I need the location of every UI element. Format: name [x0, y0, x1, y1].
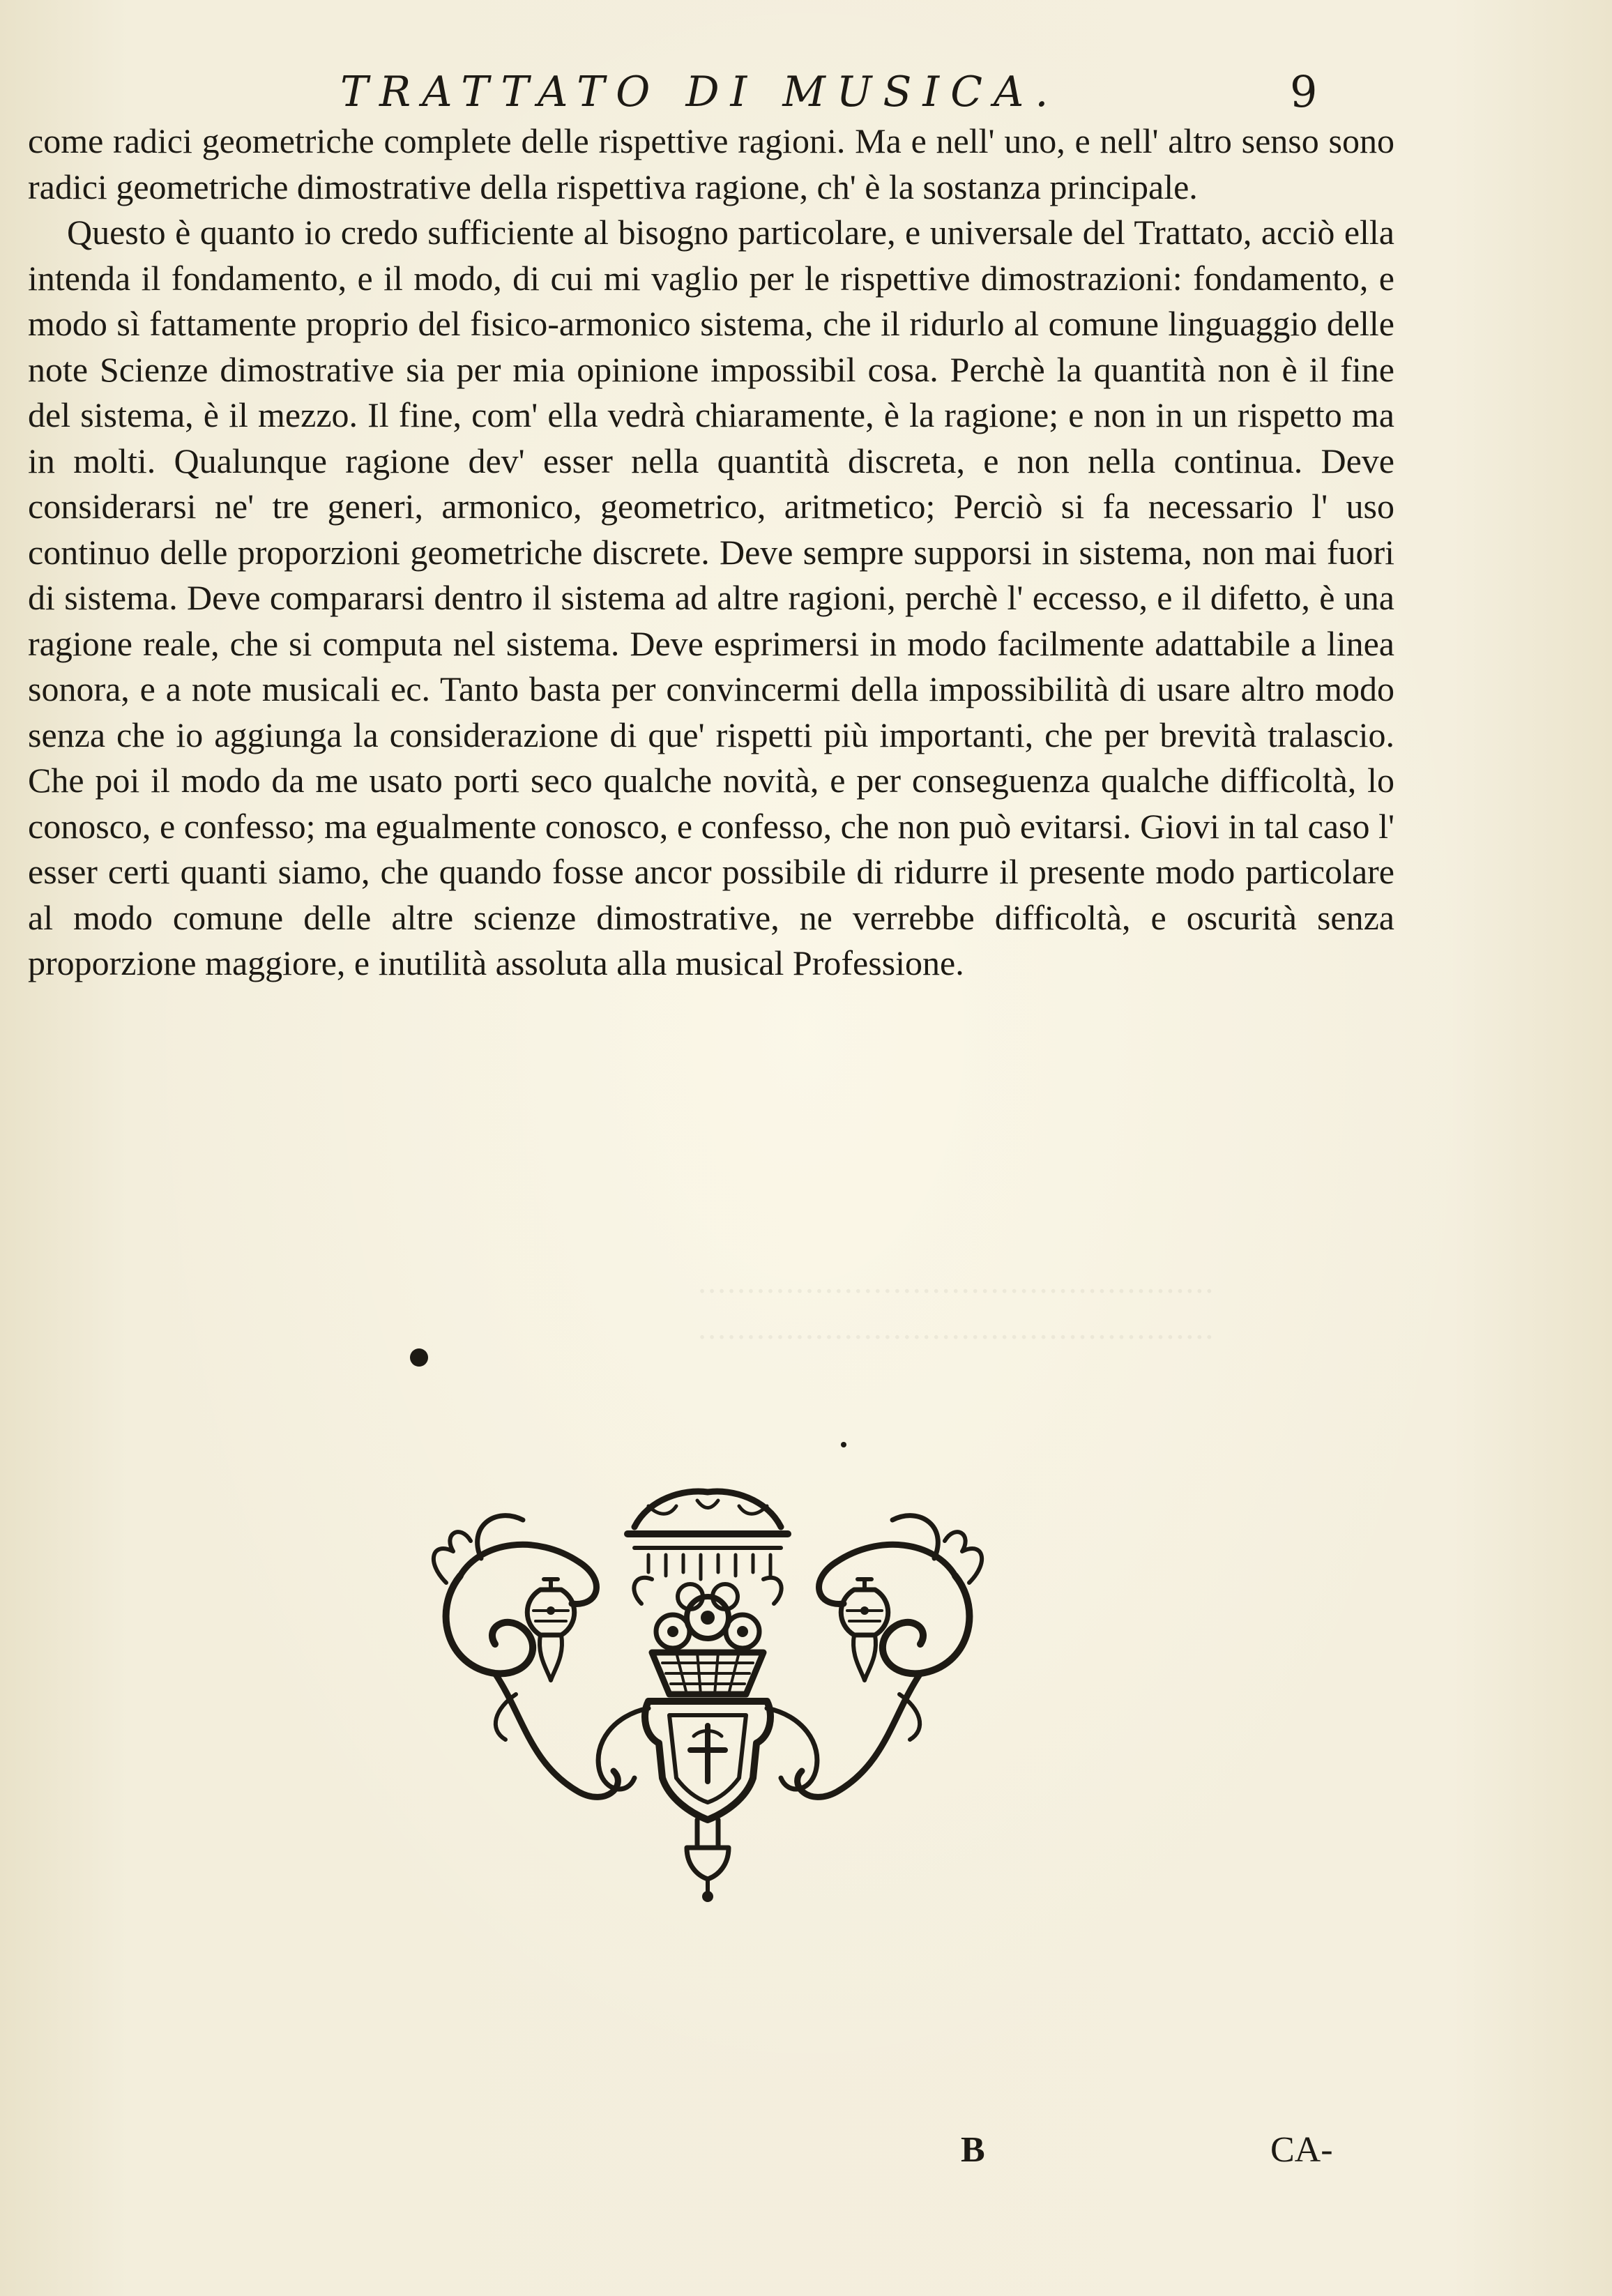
signature-mark: B: [961, 2130, 985, 2170]
ink-speck: [410, 1348, 428, 1367]
running-title: TRATTATO DI MUSICA.: [340, 68, 1060, 116]
page-number: 9: [1290, 66, 1318, 117]
show-through-bleed: ····················································· ·····················································: [697, 1274, 1215, 1355]
ink-speck: [841, 1442, 846, 1447]
catchword: CA-: [1270, 2130, 1333, 2170]
paragraph-1: come radici geometriche complete delle rispettive ragioni. Ma e nell' uno, e nell' altro senso sono radici geometriche dimostrative della rispettiva ragione, ch' è la sostanza principale.: [28, 121, 1394, 206]
page-header: [0, 64, 1612, 120]
ornament-vignette: [418, 1485, 997, 1903]
main-text: [28, 119, 1394, 987]
paragraph-2: Questo è quanto io credo sufficiente al bisogno particolare, e universale del Trattato, acciò ella intenda il fondamento, e il modo, di cui mi vaglio per le rispettive dimostrazioni: fondamento, e modo sì fattamente proprio del fisico-armonico sistema, che il ridurlo al comune linguaggio delle note Scienze dimostrative sia per mia opinione impossibil cosa. Perchè la quantità non è il fine del sistema, è il mezzo. Il fine, com' ella vedrà chiaramente, è la ragione; e non in un rispetto ma in molti. Qualunque ragione dev' esser nella quantità discreta, e non nella continua. Deve considerarsi ne' tre generi, armonico, geometrico, aritmetico; Perciò si fa necessario l' uso continuo delle proporzioni geometriche discrete. Deve sempre supporsi in sistema, non mai fuori di sistema. Deve compararsi dentro il sistema ad altre ragioni, perchè l' eccesso, e il difetto, è una ragione reale, che si computa nel sistema. Deve esprimersi in modo facilmente adattabile a linea sonora, e a note musicali ec. Tanto basta per convincermi della impossibilità di usare altro modo senza che io aggiunga la considerazione di que' rispetti più importanti, che per brevità tralascio. Che poi il modo da me usato porti seco qualche novità, e per conseguenza qualche difficoltà, lo conosco, e confesso; ma egualmente conosco, e confesso, che non può evitarsi. Giovi in tal caso l' esser certi quanti siamo, che quando fosse ancor possibile di ridurre il presente modo particolare al modo comune delle altre scienze dimostrative, ne verrebbe difficoltà, e oscurità senza proporzione maggiore, e inutilità assoluta alla musical Professione.: [28, 213, 1394, 982]
